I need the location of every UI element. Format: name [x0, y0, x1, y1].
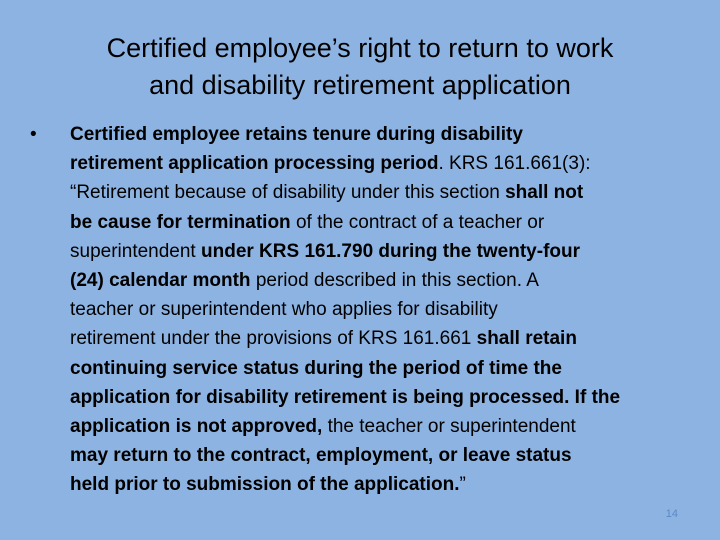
text-bold: held prior to submission of the application. [70, 474, 460, 496]
text-bold: shall not [505, 182, 584, 204]
text-line [70, 383, 690, 412]
text-line [70, 354, 690, 383]
text-bold: (24) calendar month [70, 270, 251, 292]
text-bold: Certified employee retains tenure during disability [70, 124, 523, 145]
slide-title [40, 30, 680, 104]
text-run: period described in this section. A [250, 270, 539, 292]
bullet-text [70, 120, 690, 500]
title-line-1: Certified employee’s right to return to work [106, 33, 614, 63]
text-bold: under KRS 161.790 during the twenty-four [201, 240, 580, 262]
text-bold: . If the [564, 386, 621, 408]
text-run: retirement under the provisions of KRS 161.661 [70, 328, 477, 350]
text-bold: be cause for termination [70, 211, 291, 233]
text-bold: continuing service status during the period of time the [70, 357, 562, 379]
title-line-2: and disability retirement application [149, 70, 571, 100]
text-run: . KRS 161.661(3): [438, 153, 591, 175]
text-run: superintendent [70, 240, 201, 262]
text-run: the teacher or superintendent [322, 416, 576, 438]
text-run: teacher or superintendent who applies for disability [70, 299, 498, 321]
text-line [70, 470, 690, 499]
bullet-icon: • [30, 124, 37, 145]
text-bold: application for disability retirement is being processed [70, 386, 565, 408]
text-line [70, 324, 690, 353]
text-line [70, 295, 690, 324]
text-bold: retirement application processing period [70, 153, 439, 175]
text-line [70, 120, 690, 149]
text-line [70, 178, 690, 207]
text-bold: application is not approved, [70, 416, 323, 438]
text-line [70, 208, 690, 237]
text-run: “Retirement because of disability under this section [70, 182, 506, 204]
text-run: of the contract of a teacher or [290, 211, 545, 233]
bullet-item [30, 120, 690, 500]
text-run: ” [459, 474, 466, 496]
page-number: 14 [665, 508, 678, 520]
text-bold: shall retain [476, 328, 577, 350]
text-line [70, 237, 690, 266]
text-line [70, 412, 690, 441]
text-line [70, 441, 690, 470]
text-line [70, 266, 690, 295]
text-bold: may return to the contract, employment, or leave status [70, 445, 572, 467]
text-line [70, 149, 690, 178]
